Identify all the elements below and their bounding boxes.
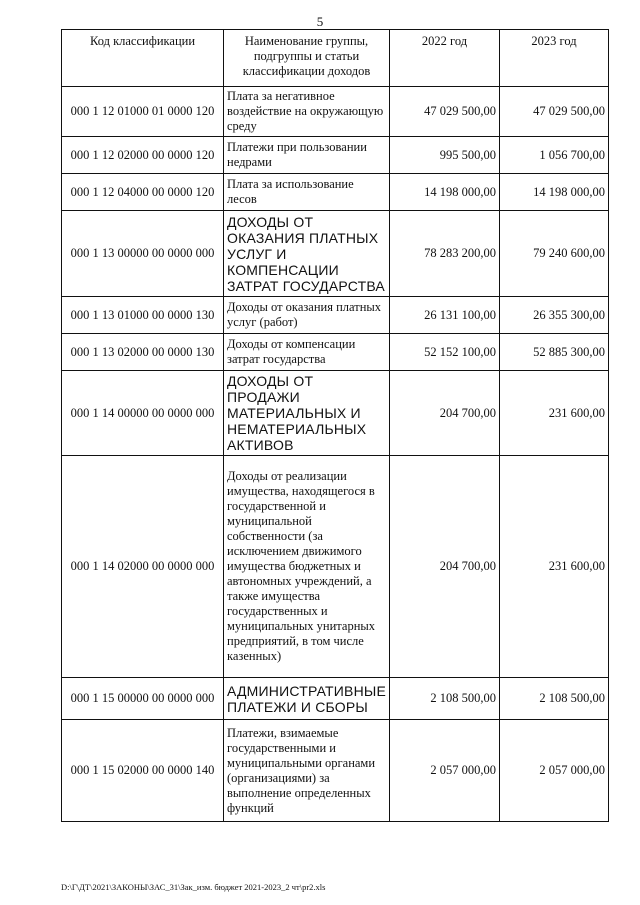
header-code: Код классификации [62,30,224,87]
row-value-2022: 52 152 100,00 [390,334,500,371]
row-value-2023: 79 240 600,00 [500,211,609,297]
row-value-2023: 231 600,00 [500,371,609,456]
table-row [62,456,609,678]
row-code: 000 1 13 00000 00 0000 000 [62,211,224,297]
row-name: Плата за негативное воздействие на окружающую среду [224,87,390,137]
row-name: Доходы от оказания платных услуг (работ) [224,297,390,334]
row-value-2022: 2 108 500,00 [390,678,500,720]
row-name: ДОХОДЫ ОТ ПРОДАЖИ МАТЕРИАЛЬНЫХ И НЕМАТЕРИАЛЬНЫХ АКТИВОВ [224,371,390,456]
row-code: 000 1 15 00000 00 0000 000 [62,678,224,720]
file-path-footer: D:\Г\ДТ\2021\ЗАКОНЫ\ЗАС_31\Зак_изм. бюджет 2021-2023_2 чт\pr2.xls [61,882,326,892]
table-row [62,720,609,822]
row-value-2023: 26 355 300,00 [500,297,609,334]
revenue-table [61,29,609,822]
row-code: 000 1 12 02000 00 0000 120 [62,137,224,174]
row-value-2022: 26 131 100,00 [390,297,500,334]
row-code: 000 1 14 02000 00 0000 000 [62,456,224,678]
row-code: 000 1 15 02000 00 0000 140 [62,720,224,822]
row-value-2023: 47 029 500,00 [500,87,609,137]
row-value-2023: 1 056 700,00 [500,137,609,174]
row-value-2022: 2 057 000,00 [390,720,500,822]
table-row [62,137,609,174]
row-value-2023: 2 108 500,00 [500,678,609,720]
row-value-2022: 14 198 000,00 [390,174,500,211]
row-code: 000 1 12 04000 00 0000 120 [62,174,224,211]
row-name: Платежи при пользовании недрами [224,137,390,174]
row-name: Доходы от реализации имущества, находящегося в государственной и муниципальной собственности (за исключением движимого имущества бюджетных и автономных учреждений, а также имущества государственных и муниципальных унитарных предприятий, в том числе казенных) [224,456,390,678]
row-name: ДОХОДЫ ОТ ОКАЗАНИЯ ПЛАТНЫХ УСЛУГ И КОМПЕНСАЦИИ ЗАТРАТ ГОСУДАРСТВА [224,211,390,297]
table-row [62,334,609,371]
row-name: Плата за использование лесов [224,174,390,211]
row-value-2023: 52 885 300,00 [500,334,609,371]
row-name: АДМИНИСТРАТИВНЫЕ ПЛАТЕЖИ И СБОРЫ [224,678,390,720]
row-value-2022: 204 700,00 [390,371,500,456]
page-number: 5 [316,14,324,29]
row-value-2022: 78 283 200,00 [390,211,500,297]
row-code: 000 1 13 01000 00 0000 130 [62,297,224,334]
row-code: 000 1 12 01000 01 0000 120 [62,87,224,137]
table-row [62,87,609,137]
row-name: Доходы от компенсации затрат государства [224,334,390,371]
header-name: Наименование группы, подгруппы и статьи классификации доходов [224,30,390,87]
row-code: 000 1 14 00000 00 0000 000 [62,371,224,456]
header-year-2022: 2022 год [390,30,500,87]
table-row [62,211,609,297]
table-row [62,678,609,720]
row-value-2023: 14 198 000,00 [500,174,609,211]
row-code: 000 1 13 02000 00 0000 130 [62,334,224,371]
row-value-2022: 204 700,00 [390,456,500,678]
row-value-2023: 231 600,00 [500,456,609,678]
row-value-2023: 2 057 000,00 [500,720,609,822]
row-value-2022: 47 029 500,00 [390,87,500,137]
table-row [62,174,609,211]
table-row [62,297,609,334]
header-year-2023: 2023 год [500,30,609,87]
row-name: Платежи, взимаемые государственными и муниципальными органами (организациями) за выполнение определенных функций [224,720,390,822]
table-row [62,371,609,456]
table-header-row [62,30,609,87]
row-value-2022: 995 500,00 [390,137,500,174]
